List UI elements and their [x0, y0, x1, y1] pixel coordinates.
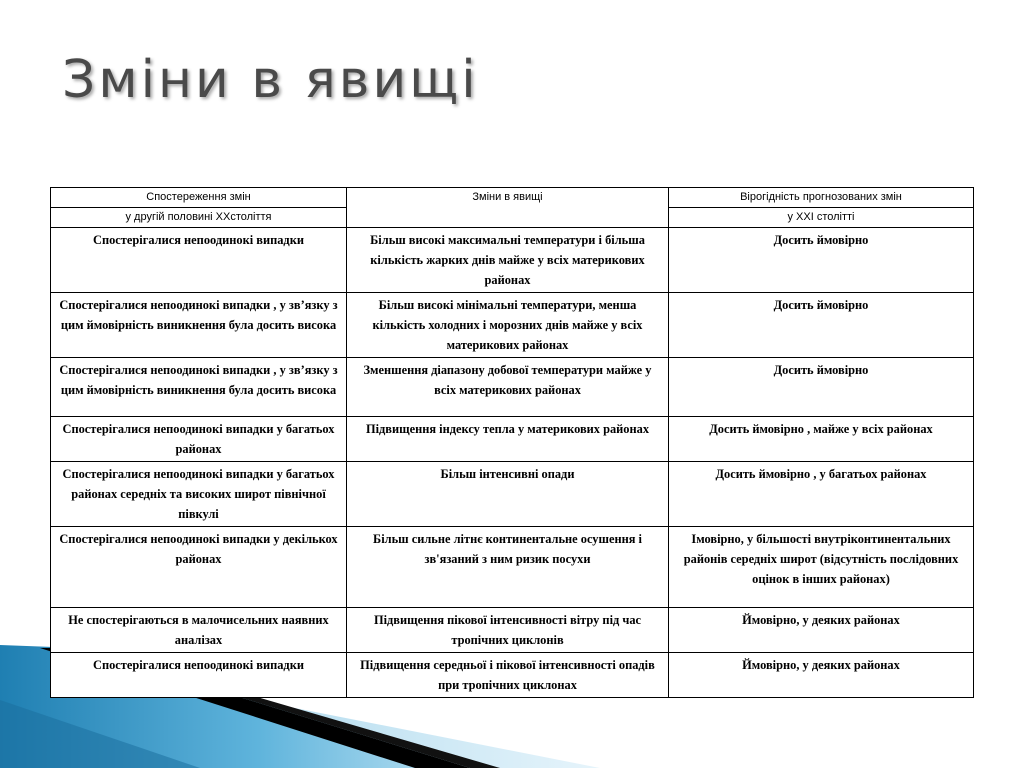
table-row	[51, 608, 974, 653]
cell-probability: Ймовірно, у деяких районах	[669, 653, 974, 698]
cell-probability: Досить ймовірно	[669, 228, 974, 293]
table-row	[51, 293, 974, 358]
cell-change: Підвищення середньої і пікової інтенсивності опадів при тропічних циклонах	[347, 653, 669, 698]
cell-probability: Досить ймовірно	[669, 358, 974, 417]
cell-probability: Досить ймовірно , майже у всіх районах	[669, 417, 974, 462]
cell-observed: Спостерігалися непоодинокі випадки , у зв’язку з цим ймовірність виникнення була досить висока	[51, 358, 347, 417]
header-change: Зміни в явищі	[347, 188, 669, 228]
cell-probability: Імовірно, у більшості внутріконтинентальних районів середніх широт (відсутність послідовних оцінок в інших районах)	[669, 527, 974, 608]
cell-probability: Досить ймовірно	[669, 293, 974, 358]
table-row	[51, 358, 974, 417]
table-row	[51, 417, 974, 462]
cell-observed: Спостерігалися непоодинокі випадки у багатьох районах середніх та високих широт північної півкулі	[51, 462, 347, 527]
cell-change: Підвищення індексу тепла у материкових районах	[347, 417, 669, 462]
cell-change: Більш високі максимальні температури і більша кількість жарких днів майже у всіх материкових районах	[347, 228, 669, 293]
slide-title: Зміни в явищі	[62, 50, 479, 110]
cell-probability: Досить ймовірно , у багатьох районах	[669, 462, 974, 527]
cell-observed: Спостерігалися непоодинокі випадки у багатьох районах	[51, 417, 347, 462]
table-row	[51, 462, 974, 527]
cell-observed: Спостерігалися непоодинокі випадки	[51, 653, 347, 698]
table-row	[51, 653, 974, 698]
table-row	[51, 228, 974, 293]
cell-observed: Спостерігалися непоодинокі випадки у декількох районах	[51, 527, 347, 608]
cell-change: Підвищення пікової інтенсивності вітру під час тропічних циклонів	[347, 608, 669, 653]
header-observed: Спостереження змін	[51, 188, 347, 208]
cell-observed: Не спостерігаються в малочисельних наявних аналізах	[51, 608, 347, 653]
cell-change: Зменшення діапазону добової температури майже у всіх материкових районах	[347, 358, 669, 417]
cell-change: Більш високі мінімальні температури, менша кількість холодних і морозних днів майже у всіх материкових районах	[347, 293, 669, 358]
table-row	[51, 527, 974, 608]
cell-observed: Спостерігалися непоодинокі випадки , у зв’язку з цим ймовірність виникнення була досить висока	[51, 293, 347, 358]
cell-change: Більш інтенсивні опади	[347, 462, 669, 527]
header-observed-period: у другій половині ХХстоліття	[51, 208, 347, 228]
cell-change: Більш сильне літнє континентальне осушення і зв'язаний з ним ризик посухи	[347, 527, 669, 608]
header-probability-period: у ХХІ столітті	[669, 208, 974, 228]
table-header-row	[51, 188, 974, 208]
phenomena-table	[50, 187, 974, 698]
header-probability: Вірогідність прогнозованих змін	[669, 188, 974, 208]
cell-probability: Ймовірно, у деяких районах	[669, 608, 974, 653]
cell-observed: Спостерігалися непоодинокі випадки	[51, 228, 347, 293]
